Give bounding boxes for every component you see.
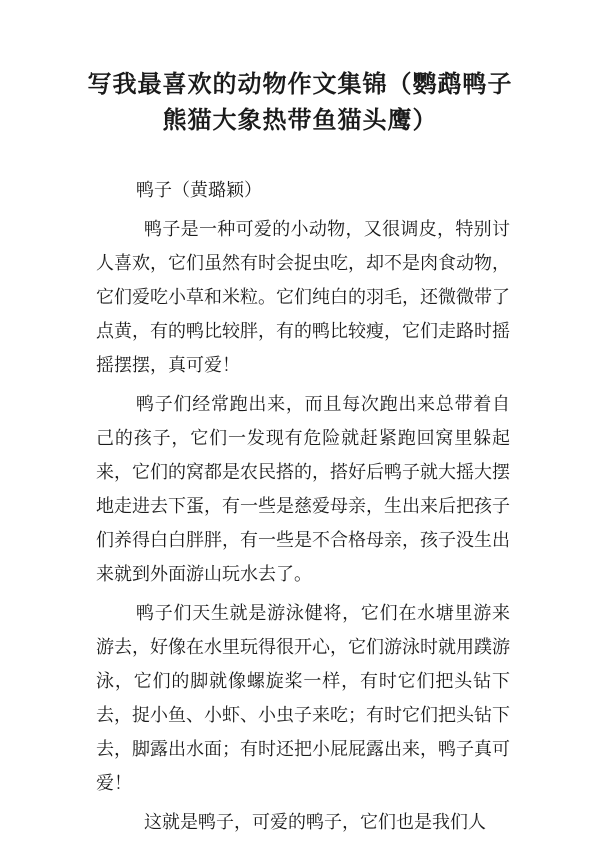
article-byline: 鸭子（黄璐颖） xyxy=(136,180,262,201)
paragraph: 鸭子们天生就是游泳健将，它们在水塘里游来游去，好像在水里玩得很开心，它们游泳时就用蹼游泳，它们的脚就像螺旋桨一样，有时它们把头钻下去，捉小鱼、小虾、小虫子来吃；有时它们把头钻下去，脚露出水面；有时还把小屁屁露出来，鸭子真可爱！ xyxy=(96,603,510,794)
document-title: 写我最喜欢的动物作文集锦（鹦鹉鸭子熊猫大象热带鱼猫头鹰） xyxy=(87,70,513,134)
article-body xyxy=(96,174,510,840)
paragraph: 这就是鸭子，可爱的鸭子，它们也是我们人 xyxy=(144,812,486,833)
paragraph: 鸭子是一种可爱的小动物，又很调皮，特别讨人喜欢，它们虽然有时会捉虫吃，却不是肉食动物，它们爱吃小草和米粒。它们纯白的羽毛，还微微带了点黄，有的鸭比较胖，有的鸭比较瘦，它们走路时摇摇摆摆，真可爱！ xyxy=(96,219,510,376)
paragraph: 鸭子们经常跑出来，而且每次跑出来总带着自己的孩子，它们一发现有危险就赶紧跑回窝里躲起来，它们的窝都是农民搭的，搭好后鸭子就大摇大摆地走进去下蛋，有一些是慈爱母亲，生出来后把孩子们养得白白胖胖，有一些是不合格母亲，孩子没生出来就到外面游山玩水去了。 xyxy=(96,394,510,585)
